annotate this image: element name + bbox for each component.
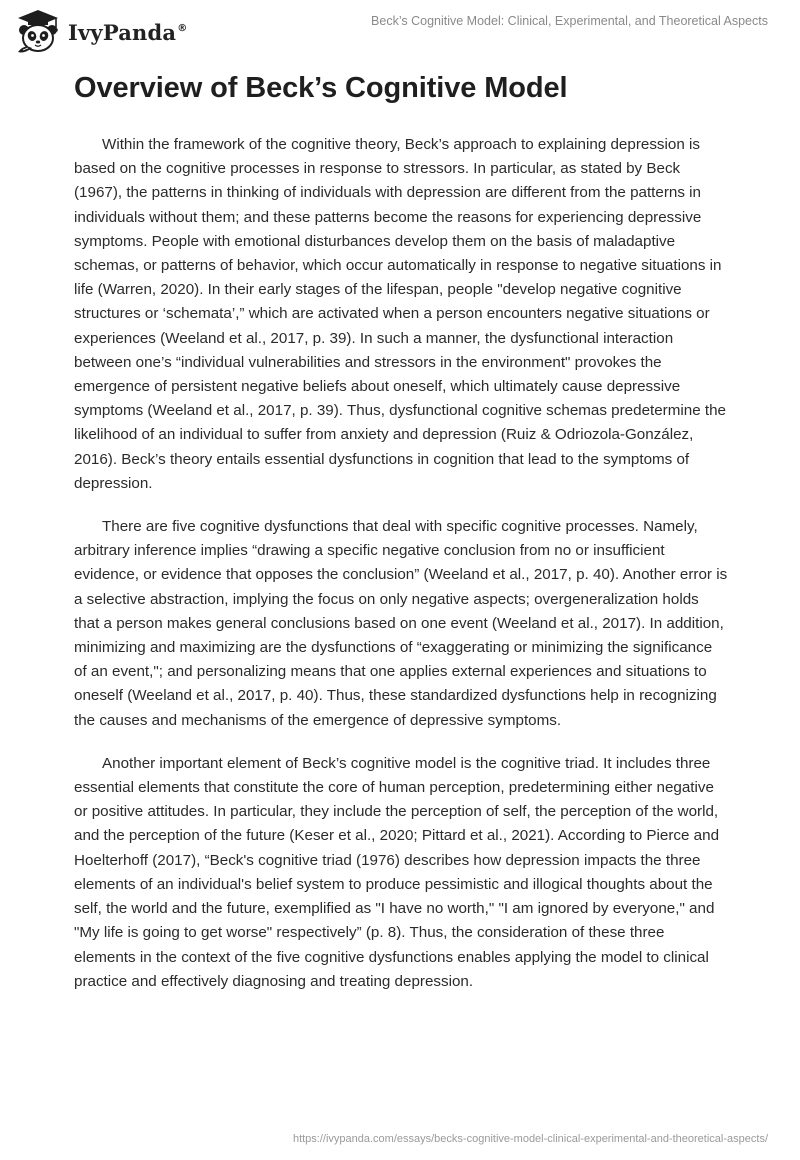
page-header: [0, 0, 800, 70]
paragraph-1: Within the framework of the cognitive theory, Beck’s approach to explaining depression is based on the cognitive processes in response to stressors. In particular, as stated by Beck (1967), the patterns in thinking of individuals with depression are different from the patterns in individuals without them; and these patterns become the reasons for experiencing depressive symptoms. People with emotional disturbances develop them on the basis of maladaptive schemas, or patterns of behavior, which occur automatically in response to negative situations in life (Warren, 2020). In their early stages of the lifespan, people "develop negative cognitive structures or ‘schemata’,” which are activated when a person encounters negative situations or experiences (Weeland et al., 2017, p. 39). In such a manner, the dysfunctional interaction between one’s “individual vulnerabilities and stressors in the environment" provokes the emergence of persistent negative beliefs about oneself, which ultimately cause depressive symptoms (Weeland et al., 2017, p. 39). Thus, dysfunctional cognitive schemas predetermine the likelihood of an individual to suffer from anxiety and depression (Ruiz & Odriozola-González, 2016). Beck’s theory entails essential dysfunctions in cognition that lead to the symptoms of depression.: [74, 136, 726, 492]
paragraph-2: There are five cognitive dysfunctions that deal with specific cognitive processes. Namely, arbitrary inference implies “drawing a specific negative conclusion from no or insufficient evidence, or evidence that opposes the conclusion” (Weeland et al., 2017, p. 40). Another error is a selective abstraction, implying the focus on only negative aspects; overgeneralization holds that a person makes general conclusions based on one event (Weeland et al., 2017). In addition, minimizing and maximizing are the dysfunctions of “exaggerating or minimizing the significance of an event,"; and personalizing means that one applies external experiences and situations to oneself (Weeland et al., 2017, p. 40). Thus, these standardized dysfunctions help in recognizing the causes and mechanisms of the emergence of depressive symptoms.: [74, 518, 728, 729]
article-body: [74, 133, 728, 1013]
footer-source-url[interactable]: https://ivypanda.com/essays/becks-cognitive-model-clinical-experimental-and-theoretical-aspects/: [292, 1133, 768, 1145]
logo-wordmark: IvyPanda®: [68, 19, 188, 45]
document-header-title: Beck’s Cognitive Model: Clinical, Experimental, and Theoretical Aspects: [371, 14, 768, 28]
ivypanda-logo[interactable]: [14, 8, 187, 54]
panda-graduate-icon: [14, 8, 62, 54]
paragraph-3: Another important element of Beck’s cognitive model is the cognitive triad. It includes three essential elements that constitute the core of human perception, predetermining either negative or positive attitudes. In particular, they include the perception of self, the perception of the world, and the perception of the future (Keser et al., 2020; Pittard et al., 2021). According to Pierce and Hoelterhoff (2017), “Beck's cognitive triad (1976) describes how depression impacts the three elements of an individual's belief system to produce pessimistic and illogical thoughts about the self, the world and the future, exemplified as "I have no worth," "I am ignored by everyone," and "My life is going to get worse" respectively” (p. 8). Thus, the consideration of these three elements in the context of the five cognitive dysfunctions enables applying the model to clinical practice and effectively diagnosing and treating depression.: [74, 754, 720, 990]
page-title: Overview of Beck’s Cognitive Model: [74, 72, 568, 104]
